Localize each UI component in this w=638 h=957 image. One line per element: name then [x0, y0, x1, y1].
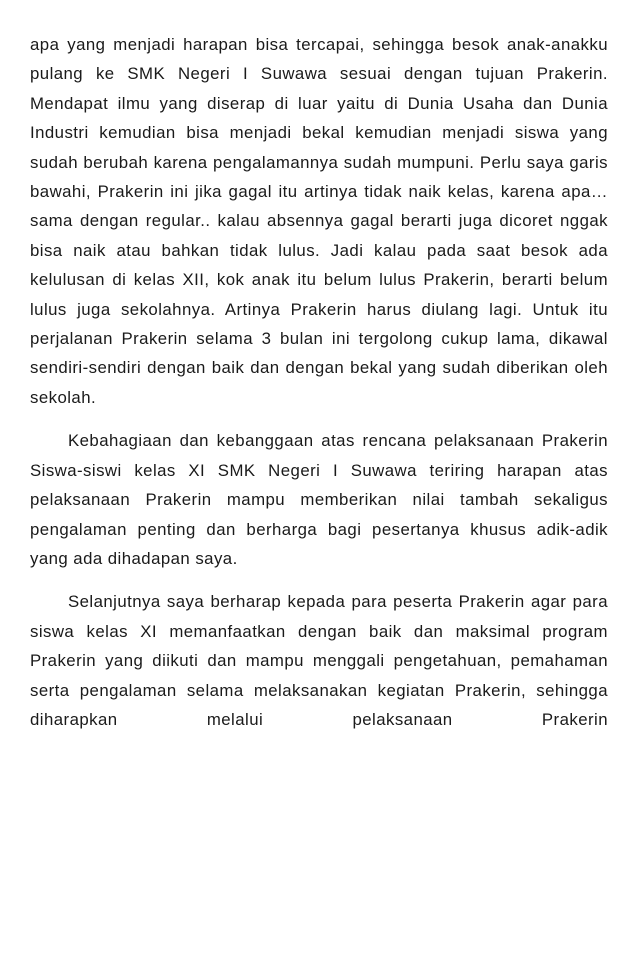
document-page — [30, 30, 608, 734]
paragraph-hope: Selanjutnya saya berharap kepada para peserta Prakerin agar para siswa kelas XI memanfaatkan dengan baik dan maksimal program Prakerin yang diikuti dan mampu menggali pengetahuan, pemahaman serta pengalaman selama melaksanakan kegiatan Prakerin, sehingga diharapkan melalui pelaksanaan Prakerin — [30, 592, 608, 729]
paragraph-happiness: Kebahagiaan dan kebanggaan atas rencana pelaksanaan Prakerin Siswa-siswi kelas XI SMK Negeri I Suwawa teriring harapan atas pelaksanaan Prakerin mampu memberikan nilai tambah sekaligus pengalaman penting dan berharga bagi pesertanya khusus adik-adik yang ada dihadapan saya. — [30, 431, 608, 568]
paragraph-continuation: apa yang menjadi harapan bisa tercapai, sehingga besok anak-anakku pulang ke SMK Negeri I Suwawa sesuai dengan tujuan Prakerin. Mendapat ilmu yang diserap di luar yaitu di Dunia Usaha dan Dunia Industri kemudian bisa menjadi bekal kemudian menjadi siswa yang sudah berubah karena pengalamannya sudah mumpuni. Perlu saya garis bawahi, Prakerin ini jika gagal itu artinya tidak naik kelas, karena apa…sama dengan regular.. kalau absennya gagal berarti juga dicoret nggak bisa naik atau bahkan tidak lulus. Jadi kalau pada saat besok ada kelulusan di kelas XII, kok anak itu belum lulus Prakerin, berarti belum lulus juga sekolahnya. Artinya Prakerin harus diulang lagi. Untuk itu perjalanan Prakerin selama 3 bulan ini tergolong cukup lama, dikawal sendiri-sendiri dengan baik dan dengan bekal yang sudah diberikan oleh sekolah. — [30, 35, 608, 407]
